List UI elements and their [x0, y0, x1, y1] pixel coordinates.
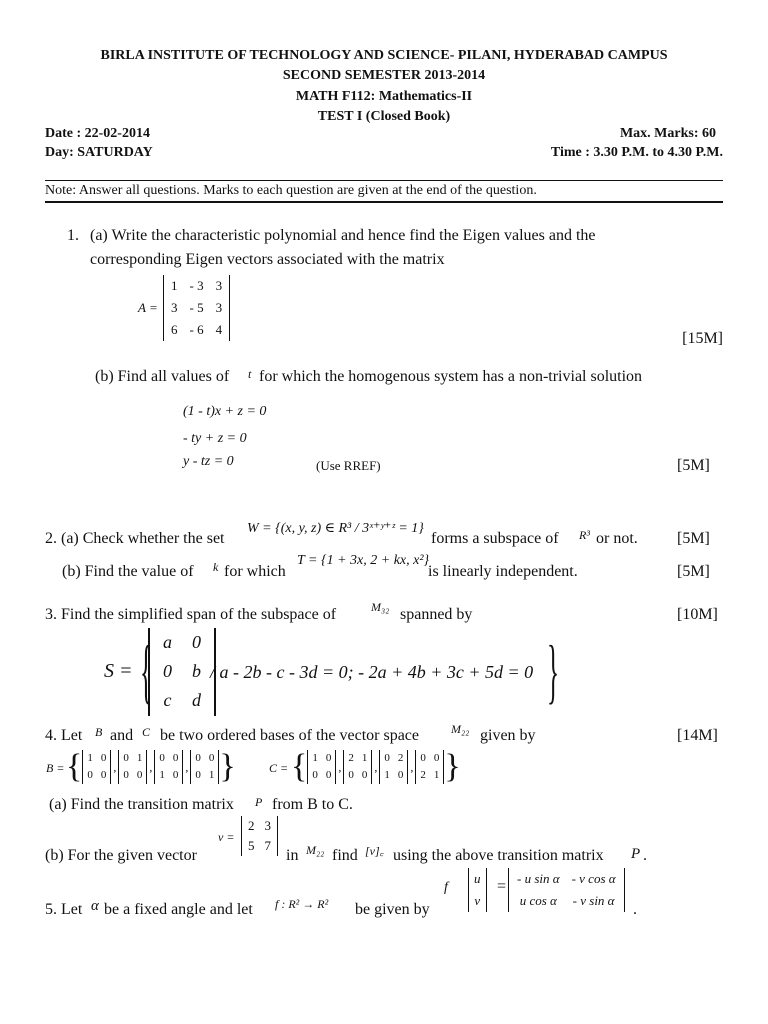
q1-matrix-label: A = [138, 300, 158, 315]
q3-text-post: spanned by [400, 606, 473, 623]
q3-left-brace: { [140, 631, 153, 711]
q5-output-cell: u cos α [519, 893, 557, 908]
q4-v-label: v = [218, 830, 235, 844]
q4-basis-B-separator: , [113, 759, 117, 774]
q4b-text-find: find [332, 847, 358, 864]
q3-space-M32: M₃₂ [371, 600, 390, 614]
q5-text-post: be given by [355, 901, 430, 918]
q1b-text-post: for which the homogenous system has a non-trivial solution [259, 368, 643, 385]
q4-basis-B-matrix-cell: 0 [195, 752, 201, 764]
q1b-variable-t: t [248, 367, 252, 381]
q4-basis-C-matrix [307, 750, 336, 784]
q1b-equation-1: (1 - t)x + z = 0 [183, 404, 267, 419]
q1-matrix-cell: - 3 [189, 278, 204, 293]
q4-v-matrix-cell: 7 [264, 838, 271, 853]
q4-basis-C-separator: , [410, 759, 414, 774]
q3-set-label: S = [104, 660, 133, 682]
q1-matrix-cell: - 5 [189, 300, 204, 315]
course-title: MATH F112: Mathematics-II [295, 89, 473, 104]
q3-matrix-cell: 0 [192, 632, 201, 652]
q4-basis-B-separator: , [185, 759, 189, 774]
exam-date: Date : 22-02-2014 [45, 126, 150, 141]
q4b-coordinate-vector: [v]꜀ [365, 844, 384, 858]
q1-matrix-cell: 3 [171, 300, 178, 315]
q1-matrix-cell: 3 [215, 278, 223, 293]
q3-matrix-cell: d [192, 690, 201, 710]
q4-v-matrix-cell: 5 [248, 838, 255, 853]
q1b-marks: [5M] [677, 457, 710, 474]
q4-basis-C-separator: , [374, 759, 378, 774]
q1b-hint: (Use RREF) [316, 458, 381, 473]
q3-matrix-cell: b [192, 661, 201, 681]
q4-text-pre: 4. Let [45, 727, 83, 744]
q4-v-matrix-cell: 3 [264, 818, 271, 833]
q3-matrix-cell: c [163, 690, 172, 710]
q4-basis-C-matrix-cell: 1 [433, 769, 440, 781]
q4-basis-B-matrix-cell: 0 [123, 769, 129, 781]
q3-matrix-cell: 0 [163, 661, 172, 681]
q4-basis-C-matrix [415, 750, 444, 784]
q3-right-brace: } [547, 631, 560, 711]
q4b-end: . [643, 847, 647, 864]
q3-condition: / a - 2b - c - 3d = 0; - 2a + 4b + 3c + 5d = 0 [210, 662, 534, 682]
q1a-marks: [15M] [682, 330, 723, 347]
q2a-marks: [5M] [677, 530, 710, 547]
q4-basis-B-matrix-cell: 0 [136, 769, 143, 781]
q2b-text-mid: for which [224, 563, 286, 580]
q4-basis-C-matrix-cell: 0 [384, 752, 390, 764]
q1a-text-line1: (a) Write the characteristic polynomial and hence find the Eigen values and the [90, 227, 596, 244]
q4a-text-pre: (a) Find the transition matrix [49, 796, 234, 813]
q4b-variable-P: P [631, 846, 641, 862]
q5-map: f : R² → R² [275, 897, 329, 911]
q1-matrix-cell: 1 [171, 278, 178, 293]
q4-basis-B-matrix-cell: 0 [208, 752, 215, 764]
q4-basis-C-matrix-cell: 0 [420, 752, 426, 764]
q5-equals: = [497, 878, 507, 895]
q1a-text-line2: corresponding Eigen vectors associated with the matrix [90, 251, 445, 268]
institute-name: BIRLA INSTITUTE OF TECHNOLOGY AND SCIENCE- PILANI, HYDERABAD CAMPUS [100, 48, 668, 63]
q4-basis-C-matrix-cell: 1 [312, 752, 318, 764]
q4-basis-C-matrix-cell: 1 [384, 769, 390, 781]
q5-output-matrix [508, 868, 625, 912]
q4-basis-C-matrix-cell: 0 [325, 752, 332, 764]
instructions-note: Note: Answer all questions. Marks to each question are given at the end of the question. [45, 183, 537, 198]
q4-v-matrix-cell: 2 [248, 818, 255, 833]
q4a-variable-P: P [255, 795, 263, 809]
q3-text-pre: 3. Find the simplified span of the subspace of [45, 606, 337, 623]
q2b-marks: [5M] [677, 563, 710, 580]
q4-basis-C-matrix [343, 750, 372, 784]
q5-input-cell: u [474, 871, 481, 886]
q5-text-pre: 5. Let [45, 901, 83, 918]
q4-basis-B-matrix-cell: 0 [159, 752, 165, 764]
q1-matrix-cell: 4 [215, 322, 223, 337]
q4-text-and: and [110, 727, 134, 744]
q4-text-post: given by [480, 727, 536, 744]
q4-basis-C-matrix [379, 750, 408, 784]
q4-basis-B-matrix-cell: 1 [208, 769, 215, 781]
q1b-equation-3: y - tz = 0 [183, 454, 234, 469]
q4-basis-C-matrix-cell: 0 [348, 769, 354, 781]
q4-basis-B-matrix-cell: 0 [123, 752, 129, 764]
semester: SECOND SEMESTER 2013-2014 [282, 68, 486, 83]
q4-basis-B-matrix-cell: 0 [195, 769, 201, 781]
q2b-set-T: T = {1 + 3x, 2 + kx, x²} [297, 553, 430, 568]
q4-basis-B-set [66, 748, 236, 786]
q4-basis-B-matrix-cell: 1 [159, 769, 165, 781]
q4-basis-C-matrix-cell: 2 [397, 752, 404, 764]
q1-matrix-cell: - 6 [189, 322, 204, 337]
q2b-text-post: is linearly independent. [428, 563, 578, 580]
q2b-text-pre: (b) Find the value of [62, 563, 194, 580]
q2a-space-R3: R³ [579, 528, 590, 542]
q4-basis-B-matrix-cell: 0 [87, 769, 93, 781]
q4-basis-B-open-brace: { [66, 748, 83, 785]
q4-C-label: C = [269, 761, 289, 775]
q4-basis-B-matrix-cell: 0 [100, 752, 107, 764]
q5-input-cell: v [474, 893, 481, 908]
q4-vector-v [241, 816, 278, 856]
q4-basis-C-matrix-cell: 0 [361, 769, 368, 781]
q4a-text-post: from B to C. [272, 796, 353, 813]
q1-matrix-cell: 6 [171, 322, 178, 337]
q4-space-M22: M₂₂ [451, 722, 470, 736]
q3-matrix-S [148, 628, 216, 716]
max-marks: Max. Marks: 60 [619, 126, 716, 141]
q3-matrix-cell: a [163, 632, 172, 652]
q4-basis-B-matrix-cell: 0 [172, 752, 179, 764]
q5-input-vector [468, 868, 487, 912]
q4-basis-B: B [95, 725, 103, 739]
q4-basis-B-matrix [190, 750, 219, 784]
q2a-text-pre: 2. (a) Check whether the set [45, 530, 225, 547]
q4-basis-C-open-brace: { [291, 748, 308, 785]
q4-basis-C-matrix-cell: 1 [361, 752, 368, 764]
q4-basis-B-matrix [118, 750, 147, 784]
q4-basis-B-matrix [154, 750, 183, 784]
q4-basis-C-close-brace: } [444, 748, 461, 785]
q4-text-mid: be two ordered bases of the vector space [160, 727, 419, 744]
q4-basis-B-close-brace: } [219, 748, 236, 785]
q5-output-cell: - u sin α [517, 871, 560, 886]
q5-end: . [633, 901, 637, 918]
exam-day: Day: SATURDAY [45, 145, 153, 160]
q2a-set-W: W = {(x, y, z) ∈ R³ / 3ˣ⁺ʸ⁺ᶻ = 1} [247, 521, 424, 536]
q4-basis-B-matrix-cell: 1 [136, 752, 143, 764]
q4-basis-C-set [291, 748, 461, 786]
test-title: TEST I (Closed Book) [317, 109, 451, 124]
q4-basis-B-matrix-cell: 0 [172, 769, 179, 781]
q4-basis-C-matrix-cell: 2 [348, 752, 354, 764]
q3-marks: [10M] [677, 606, 718, 623]
q4-basis-C-matrix-cell: 0 [433, 752, 440, 764]
q4b-text-post: using the above transition matrix [393, 847, 604, 864]
q4b-space-M22: M₂₂ [306, 843, 325, 857]
q5-text-mid: be a fixed angle and let [104, 901, 253, 918]
q1-number: 1. [67, 227, 79, 244]
q1b-text-pre: (b) Find all values of [95, 368, 230, 385]
q4-basis-C: C [142, 725, 151, 739]
q1b-equation-2: - ty + z = 0 [183, 431, 247, 446]
exam-time: Time : 3.30 P.M. to 4.30 P.M. [550, 145, 723, 160]
q2b-variable-k: k [213, 560, 219, 574]
q2a-text-mid: forms a subspace of [431, 530, 559, 547]
q4-B-label: B = [46, 761, 65, 775]
q1-matrix-A [163, 275, 230, 341]
q5-output-cell: - v sin α [572, 893, 615, 908]
q5-alpha: α [91, 898, 99, 914]
q4-basis-C-separator: , [338, 759, 342, 774]
q4b-text-pre: (b) For the given vector [45, 847, 197, 864]
q4-basis-B-matrix [82, 750, 111, 784]
q4-marks: [14M] [677, 727, 718, 744]
note-top-rule [45, 180, 723, 181]
q4-basis-C-matrix-cell: 0 [397, 769, 404, 781]
q4b-text-in: in [286, 847, 299, 864]
q2a-text-post: or not. [596, 530, 638, 547]
q1-matrix-cell: 3 [215, 300, 223, 315]
q5-function-f: f [444, 880, 448, 895]
note-bottom-rule [45, 201, 723, 203]
q4-basis-B-matrix-cell: 1 [87, 752, 93, 764]
q4-basis-B-matrix-cell: 0 [100, 769, 107, 781]
q5-output-cell: - v cos α [571, 871, 616, 886]
q4-basis-C-matrix-cell: 2 [420, 769, 426, 781]
q4-basis-C-matrix-cell: 0 [312, 769, 318, 781]
q4-basis-B-separator: , [149, 759, 153, 774]
q4-basis-C-matrix-cell: 0 [325, 769, 332, 781]
